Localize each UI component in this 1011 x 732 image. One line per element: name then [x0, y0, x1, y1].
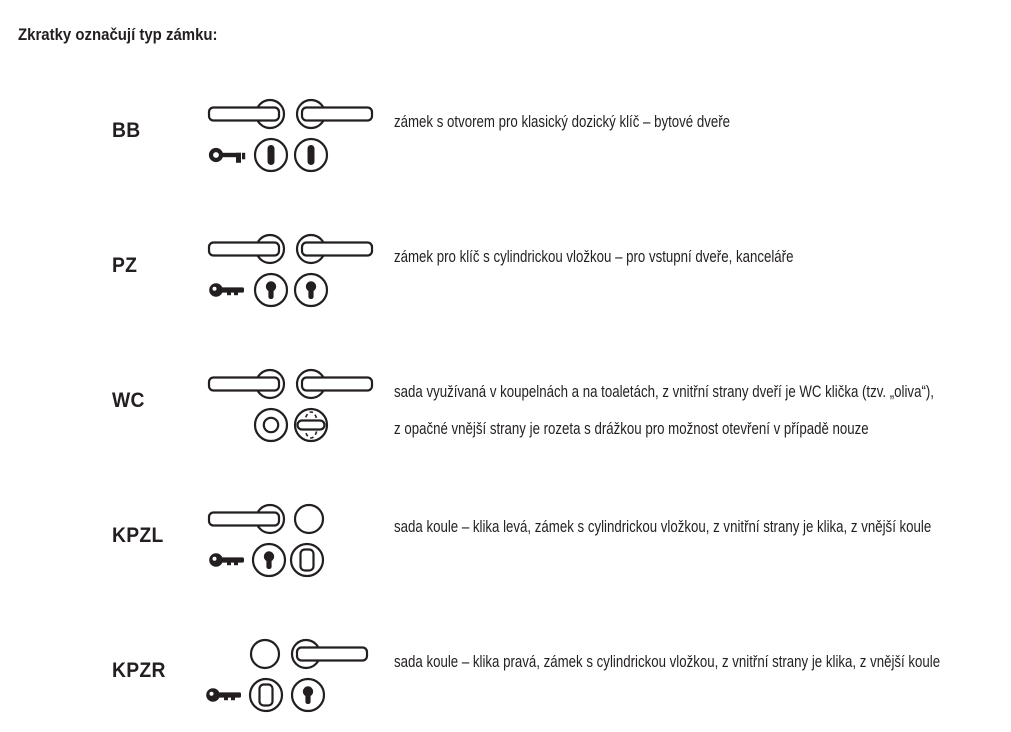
description-line: z opačné vnější strany je rozeta s drážkou pro možnost otevření v případě nouze — [394, 419, 869, 438]
pz-keyhole-escutcheon-icon — [295, 274, 327, 306]
lock-type-code: PZ — [112, 254, 138, 277]
bb-keyhole-escutcheon-icon — [295, 139, 327, 171]
blind-escutcheon-icon — [250, 679, 282, 711]
description-line: sada využívaná v koupelnách a na toaletách, z vnitřní strany dveří je WC klička (tzv. „oliva“), — [394, 382, 934, 401]
lock-type-row-pz — [0, 233, 1011, 308]
description-line: zámek pro klíč s cylindrickou vložkou – pro vstupní dveře, kanceláře — [394, 247, 794, 266]
lever-handle-right-icon — [297, 100, 372, 128]
pz-keyhole-escutcheon-icon — [292, 679, 324, 711]
knob-icon — [251, 640, 279, 668]
lock-type-description — [394, 373, 934, 447]
knob-icon — [295, 505, 323, 533]
classic-key-icon — [211, 150, 245, 163]
lever-handle-left-icon — [209, 235, 284, 263]
lock-hardware-icons-pz — [203, 233, 378, 308]
page-title: Zkratky označují typ zámku: — [18, 25, 218, 44]
lock-type-code: KPZR — [112, 659, 166, 682]
lock-hardware-icons-kpzl — [203, 503, 378, 578]
lock-hardware-icons-kpzr — [203, 638, 378, 713]
cylinder-key-icon — [209, 553, 244, 567]
cylinder-key-icon — [206, 688, 241, 702]
lock-type-row-wc — [0, 368, 1011, 443]
lock-type-code: BB — [112, 119, 141, 142]
lock-type-code: WC — [112, 389, 145, 412]
lock-hardware-icons-wc — [203, 368, 378, 443]
lever-handle-right-icon — [297, 235, 372, 263]
lock-type-row-kpzr — [0, 638, 1011, 713]
blind-escutcheon-icon — [291, 544, 323, 576]
description-line: sada koule – klika levá, zámek s cylindrickou vložkou, z vnitřní strany je klika, z vnější koule — [394, 517, 932, 536]
lock-hardware-icons-bb — [203, 98, 378, 173]
bb-keyhole-escutcheon-icon — [255, 139, 287, 171]
lock-type-row-bb — [0, 98, 1011, 173]
lever-handle-left-icon — [209, 100, 284, 128]
emergency-slot-rosette-icon — [255, 409, 287, 441]
lever-handle-right-icon — [292, 640, 367, 668]
lock-type-description — [394, 508, 931, 545]
cylinder-key-icon — [209, 283, 244, 297]
wc-thumb-turn-icon — [295, 409, 327, 441]
lock-type-code: KPZL — [112, 524, 164, 547]
description-line: sada koule – klika pravá, zámek s cylindrickou vložkou, z vnitřní strany je klika, z vnější koule — [394, 652, 941, 671]
lock-type-row-kpzl — [0, 503, 1011, 578]
description-line: zámek s otvorem pro klasický dozický klíč – bytové dveře — [394, 112, 731, 131]
lever-handle-left-icon — [209, 370, 284, 398]
lock-type-description — [394, 643, 940, 680]
lock-type-description — [394, 103, 730, 140]
pz-keyhole-escutcheon-icon — [253, 544, 285, 576]
lever-handle-left-icon — [209, 505, 284, 533]
lever-handle-right-icon — [297, 370, 372, 398]
pz-keyhole-escutcheon-icon — [255, 274, 287, 306]
lock-type-description — [394, 238, 793, 275]
